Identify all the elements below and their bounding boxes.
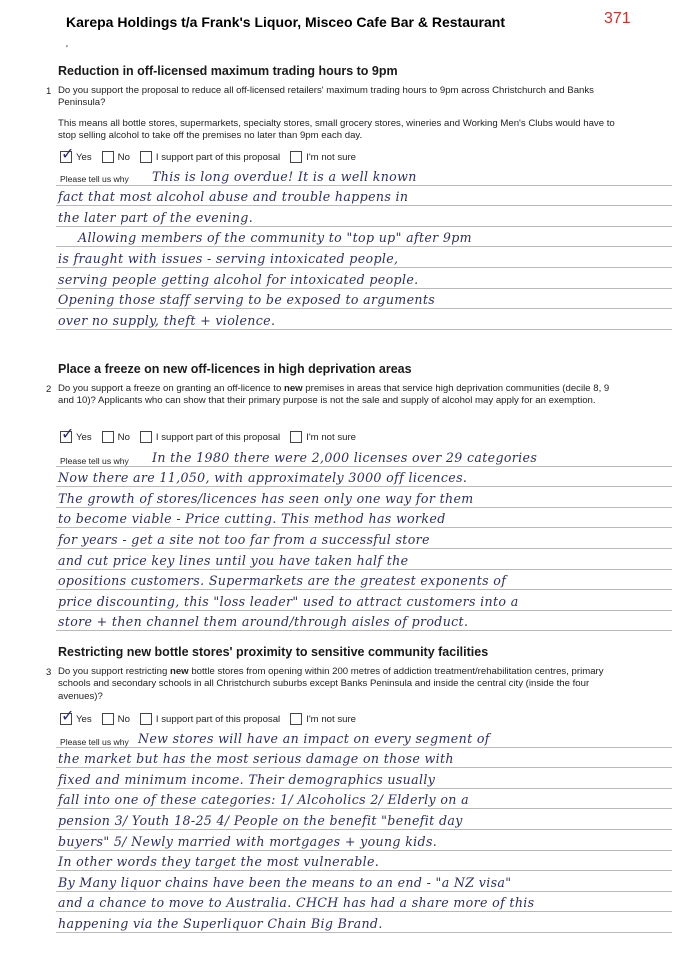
option-not-sure-label: I'm not sure — [306, 713, 357, 725]
handwritten-text: In other words they target the most vulnerable. — [58, 854, 380, 870]
handwritten-text: fall into one of these categories: 1/ Alcoholics 2/ Elderly on a — [58, 792, 469, 808]
answer-line — [56, 748, 672, 769]
handwritten-text: Opening those staff serving to be exposed to arguments — [58, 292, 436, 308]
checkbox-no[interactable] — [102, 431, 114, 443]
option-not-sure-label: I'm not sure — [306, 151, 357, 163]
handwritten-text: happening via the Superliquor Chain Big Brand. — [58, 915, 383, 931]
section-3-title: Restricting new bottle stores' proximity to sensitive community facilities — [58, 645, 489, 659]
answer-line — [56, 892, 672, 913]
answer-3-handwriting — [56, 727, 672, 933]
handwritten-text: By Many liquor chains have been the means to an end - "a NZ visa" — [58, 874, 512, 890]
answer-2-handwriting — [56, 446, 672, 631]
option-partial[interactable] — [140, 713, 280, 725]
handwritten-text: fact that most alcohol abuse and trouble happens in — [58, 189, 409, 205]
option-no-label: No — [117, 431, 130, 443]
section-1-title: Reduction in off-licensed maximum trading hours to 9pm — [58, 64, 398, 78]
answer-line — [56, 768, 672, 789]
handwritten-text: New stores will have an impact on every segment of — [138, 730, 490, 746]
handwritten-text: over no supply, theft + violence. — [58, 312, 276, 328]
option-yes[interactable] — [60, 706, 92, 725]
checkbox-yes[interactable] — [60, 706, 75, 725]
answer-line — [56, 227, 672, 248]
checkbox-yes[interactable] — [60, 144, 75, 163]
question-3-number: 3 — [46, 667, 52, 678]
checkbox-not-sure[interactable] — [290, 431, 302, 443]
checkbox-no[interactable] — [102, 713, 114, 725]
answer-line — [56, 851, 672, 872]
option-yes[interactable] — [60, 144, 92, 163]
answer-line — [56, 912, 672, 933]
answer-line — [56, 309, 672, 330]
option-not-sure-label: I'm not sure — [306, 431, 357, 443]
please-tell-us-why-label: Please tell us why — [60, 737, 129, 747]
option-not-sure[interactable] — [290, 713, 356, 725]
question-3-text-part: Do you support restricting — [58, 666, 170, 677]
question-3-text-part: bottle stores from opening within 200 metres of addiction treatment/rehabilitation centres, primary schools and secondary schools in all Christchurch suburbs except Banks Peninsula and inside the central city (inside the four avenues)? — [58, 666, 604, 702]
option-not-sure[interactable] — [290, 151, 356, 163]
question-1-note: This means all bottle stores, supermarkets, specialty stores, small grocery stores, wineries and Working Men's Clubs would have to stop selling alcohol to take off the premises no later than 9pm each day. — [58, 118, 615, 142]
option-yes-label: Yes — [76, 431, 92, 443]
answer-line — [56, 727, 672, 748]
answer-1-handwriting — [56, 165, 672, 330]
option-no[interactable] — [102, 151, 130, 163]
handwritten-text: pension 3/ Youth 18-25 4/ People on the benefit "benefit day — [58, 812, 463, 828]
checkbox-no[interactable] — [102, 151, 114, 163]
handwritten-text: This is long overdue! It is a well known — [152, 168, 417, 184]
question-3-emphasis: new — [169, 666, 189, 677]
answer-line — [56, 549, 672, 570]
answer-line — [56, 508, 672, 529]
checkbox-not-sure[interactable] — [290, 151, 302, 163]
checkmark-icon: ✓ — [61, 144, 75, 163]
page-number: 371 — [604, 10, 631, 27]
please-tell-us-why-label: Please tell us why — [60, 456, 129, 466]
answer-line — [56, 247, 672, 268]
answer-line — [56, 570, 672, 591]
stray-mark: ' — [66, 44, 68, 55]
please-tell-us-why-label: Please tell us why — [60, 174, 129, 184]
answer-line — [56, 186, 672, 207]
question-3-options — [60, 706, 366, 725]
option-yes[interactable] — [60, 424, 92, 443]
handwritten-text: Allowing members of the community to "top up" after 9pm — [78, 230, 472, 246]
answer-line — [56, 590, 672, 611]
handwritten-text: Now there are 11,050, with approximately 3000 off licences. — [58, 470, 468, 486]
handwritten-text: and cut price key lines until you have taken half the — [58, 552, 409, 568]
option-not-sure[interactable] — [290, 431, 356, 443]
answer-line — [56, 289, 672, 310]
handwritten-text: store + then channel them around/through aisles of product. — [58, 614, 469, 630]
question-1-options — [60, 144, 366, 163]
answer-line — [56, 789, 672, 810]
option-no[interactable] — [102, 713, 130, 725]
option-no-label: No — [117, 151, 130, 163]
checkbox-not-sure[interactable] — [290, 713, 302, 725]
option-partial[interactable] — [140, 151, 280, 163]
checkmark-icon: ✓ — [61, 424, 75, 443]
question-1-text: Do you support the proposal to reduce all off-licensed retailers' maximum trading hours to 9pm across Christchurch and Banks Peninsula? — [58, 85, 594, 109]
handwritten-text: price discounting, this "loss leader" used to attract customers into a — [58, 593, 519, 609]
question-2-number: 2 — [46, 384, 52, 395]
option-no-label: No — [117, 713, 130, 725]
handwritten-text: the market but has the most serious damage on those with — [58, 751, 454, 767]
checkbox-partial[interactable] — [140, 713, 152, 725]
option-partial[interactable] — [140, 431, 280, 443]
question-2-emphasis: new — [283, 383, 303, 394]
handwritten-text: is fraught with issues - serving intoxicated people, — [58, 250, 399, 266]
answer-line — [56, 268, 672, 289]
document-header-title: Karepa Holdings t/a Frank's Liquor, Misceo Cafe Bar & Restaurant — [66, 14, 505, 30]
question-2-text — [58, 383, 618, 408]
option-no[interactable] — [102, 431, 130, 443]
option-yes-label: Yes — [76, 151, 92, 163]
option-partial-label: I support part of this proposal — [155, 151, 281, 163]
question-2-text-part: Do you support a freeze on granting an off-licence to — [58, 383, 284, 394]
option-yes-label: Yes — [76, 713, 92, 725]
handwritten-text: In the 1980 there were 2,000 licenses over 29 categories — [152, 449, 538, 465]
answer-line — [56, 206, 672, 227]
checkmark-icon: ✓ — [61, 706, 75, 725]
question-2-text-part: premises in areas that service high deprivation communities (decile 8, 9 and 10)? Applicants who can show that their primary purpose is not the sale and supply of alcohol may apply for an exemption. — [58, 383, 610, 407]
answer-line — [56, 611, 672, 632]
handwritten-text: for years - get a site not too far from a successful store — [58, 531, 430, 547]
option-partial-label: I support part of this proposal — [155, 431, 281, 443]
answer-line — [56, 871, 672, 892]
question-1-number: 1 — [46, 86, 52, 97]
handwritten-text: and a chance to move to Australia. CHCH has had a share more of this — [58, 895, 535, 911]
checkbox-yes[interactable] — [60, 424, 75, 443]
handwritten-text: The growth of stores/licences has seen only one way for them — [58, 490, 474, 506]
answer-line — [56, 830, 672, 851]
option-partial-label: I support part of this proposal — [155, 713, 281, 725]
answer-line — [56, 467, 672, 488]
answer-line — [56, 528, 672, 549]
question-2-options — [60, 424, 366, 443]
handwritten-text: the later part of the evening. — [58, 209, 254, 225]
answer-line — [56, 165, 672, 186]
handwritten-text: buyers" 5/ Newly married with mortgages + young kids. — [58, 833, 438, 849]
checkbox-partial[interactable] — [140, 151, 152, 163]
handwritten-text: to become viable - Price cutting. This method has worked — [58, 511, 446, 527]
checkbox-partial[interactable] — [140, 431, 152, 443]
handwritten-text: fixed and minimum income. Their demographics usually — [58, 771, 436, 787]
handwritten-text: opositions customers. Supermarkets are the greatest exponents of — [58, 573, 507, 589]
answer-line — [56, 809, 672, 830]
handwritten-text: serving people getting alcohol for intoxicated people. — [58, 271, 419, 287]
answer-line — [56, 446, 672, 467]
question-3-text — [58, 666, 618, 703]
answer-line — [56, 487, 672, 508]
section-2-title: Place a freeze on new off-licences in high deprivation areas — [58, 362, 412, 376]
